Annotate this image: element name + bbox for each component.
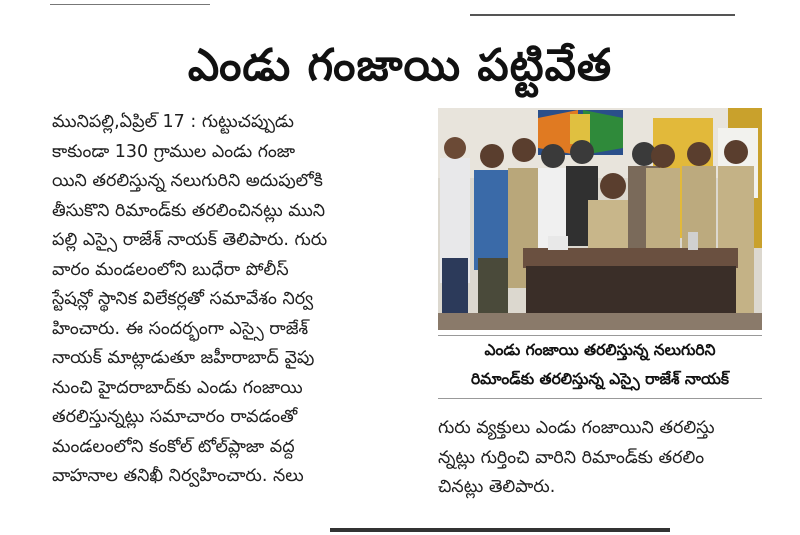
body-line: తీసుకొని రిమాండ్‌కు తరలించినట్లు ముని	[52, 200, 326, 221]
body-line: చినట్లు తెలిపారు.	[438, 477, 556, 497]
body-line: వారం మండలంలోని బుధేరా పోలీస్	[52, 259, 289, 280]
body-line: గురు వ్యక్తులు ఎండు గంజాయిని తరలిస్తు	[438, 418, 715, 438]
news-photo-illustration	[438, 108, 762, 330]
article-body-left	[52, 108, 394, 492]
body-line: స్టేషన్లో స్థానిక విలేకర్లతో సమావేశం నిర్వ	[52, 289, 314, 309]
body-line: న్నట్లు గుర్తించి వారిని రిమాండ్‌కు తరలిం	[438, 447, 705, 468]
body-line: మునిపల్లి,ఏప్రిల్ 17 : గుట్టుచప్పుడు	[52, 112, 294, 132]
body-line: నాయక్ మాట్లాడుతూ జహీరాబాద్ వైపు	[52, 348, 315, 368]
headline: ఎండు గంజాయి పట్టివేత	[187, 40, 613, 91]
caption-line: ఎండు గంజాయి తరలిస్తున్న నలుగురిని	[484, 341, 716, 359]
body-line: మండలంలోని కంకోల్ టోల్‌ప్లాజా వద్ద	[52, 436, 295, 457]
top-rule-left	[50, 4, 210, 5]
body-line: వాహనాల తనిఖీ నిర్వహించారు. నలు	[52, 466, 304, 486]
body-line: కాకుండా 130 గ్రాముల ఎండు గంజా	[52, 141, 296, 162]
article-body-right	[438, 414, 768, 503]
body-line: నుంచి హైదరాబాద్‌కు ఎండు గంజాయి	[52, 377, 303, 398]
photo-caption	[438, 335, 762, 399]
bottom-rule	[330, 528, 670, 532]
news-photo	[438, 108, 762, 330]
body-line: యిని తరలిస్తున్న నలుగురిని అదుపులోకి	[52, 171, 323, 191]
body-line: తరలిస్తున్నట్లు సమాచారం రావడంతో	[52, 407, 298, 427]
top-rule-right	[470, 14, 735, 16]
caption-line: రిమాండ్‌కు తరలిస్తున్న ఎస్సై రాజేశ్ నాయక్	[470, 370, 729, 388]
body-line: హించారు. ఈ సందర్భంగా ఎస్సై రాజేశ్	[52, 318, 309, 339]
body-line: పల్లి ఎస్సై రాజేశ్ నాయక్ తెలిపారు. గురు	[52, 230, 328, 250]
